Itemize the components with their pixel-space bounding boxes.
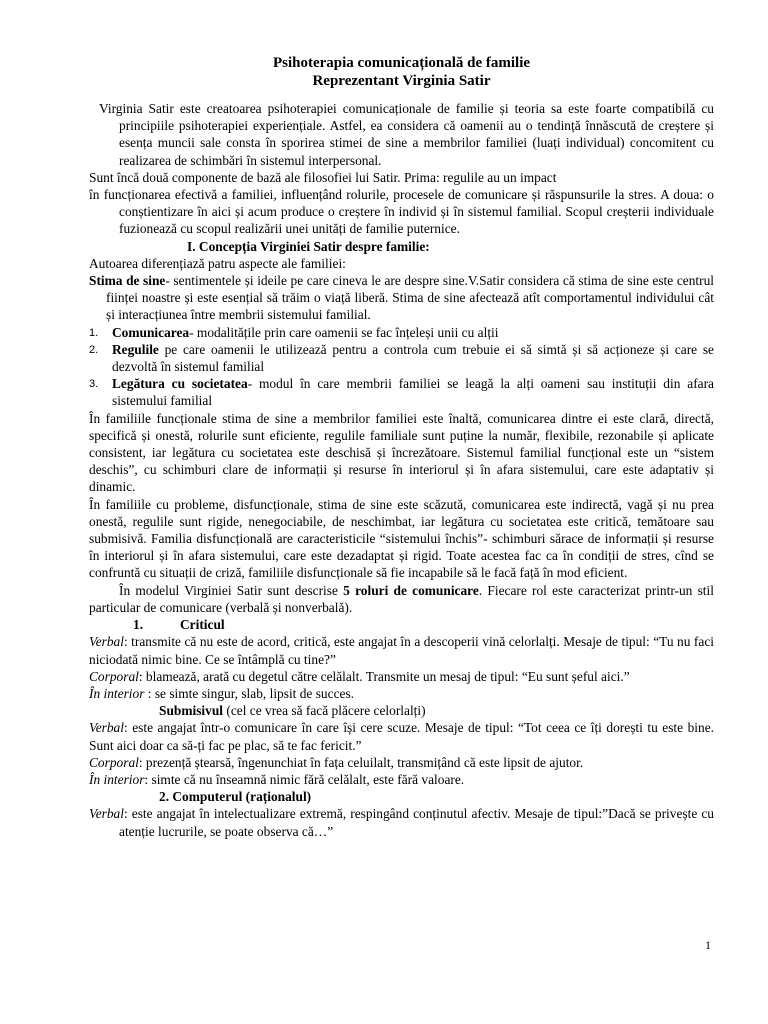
verbal-text: : este angajat într-o comunicare în care își cere scuze. Mesaje de tipul: “Tot ceea ce îți dorești tu este bine. Sunt aici doar ca să-ți fac pe plac, să te fac fericit.”	[89, 720, 714, 753]
submissive-corporal	[89, 754, 714, 771]
corporal-text: : blamează, arată cu degetul către celălalt. Transmite un mesaj de tipul: “Eu sunt șeful aici.”	[138, 668, 630, 684]
verbal-text: : transmite că nu este de acord, critică, este angajat în a descoperii vină celorlalți. Mesaje de tipul: “Tu nu faci niciodată nimic bine. Ce se întâmplă cu tine?”	[89, 634, 714, 667]
verbal-text: : este angajat în intelectualizare extremă, respingând conținutul afectiv. Mesaje de tipul:”Dacă se privește cu atenție lucrurile, se poate observa că…”	[119, 806, 714, 839]
corporal-text: : prezență ștearsă, îngenunchiat în fața celuilalt, transmițând că este lipsit de ajutor.	[138, 754, 584, 770]
document-title: Psihoterapia comunicațională de familie	[272, 55, 531, 71]
role-number: 1.	[133, 617, 144, 633]
interior-text: : se simte singur, slab, lipsit de succes.	[144, 685, 355, 701]
components-paragraph: în funcționarea efectivă a familiei, influențând rolurile, procesele de comunicare și răspunsurile la stres. A doua: o conștientizare în aici și acum produce o creștere în individ și în sistemul familial. Scopul creșterii individuale fuzionează cu scopul realizării unei unități de familie puternice.	[89, 187, 714, 237]
functional-paragraph: În familiile funcționale stima de sine a membrilor familiei este înaltă, comunicarea dintre ei este clară, directă, specifică și onestă, rolurile sunt eficiente, regulile familiale sunt puține la număr, flexibile, rezonabile și aplicate consistent, iar legătura cu societatea este deschisă și încrezătoare. Sistemul familial funcțional este un “sistem deschis”, cu schimburi clare de informații și resurse în interiorul și în afara sistemului, care este adaptativ și dinamic.	[89, 410, 714, 495]
corporal-label: Corporal	[89, 668, 139, 684]
list-term: Legătura cu societatea	[112, 376, 248, 392]
intro-paragraph: Virginia Satir este creatoarea psihoterapiei comunicaționale de familie și teoria sa este foarte compatibilă cu principiile psihoterapiei experiențiale. Astfel, ea considera că oamenii au o tendință înnăscută de creștere și esența muncii sale consta în sporirea stimei de sine a membrilor familiei (luați individual) concomitent cu realizarea de schimbări în sistemul interpersonal.	[99, 101, 714, 168]
stima-term: Stima de sine	[89, 273, 166, 289]
model-text-pre: În modelul Virginiei Satir sunt descrise	[119, 582, 344, 598]
corporal-label: Corporal	[89, 754, 139, 770]
page-number: 1	[705, 938, 711, 952]
dysfunctional-paragraph: În familiile cu probleme, disfuncționale, stima de sine este scăzută, comunicarea este indirectă, vagă și nu prea onestă, regulile sunt rigide, nenegociabile, de neschimbat, iar legătura cu societatea este critică, temătoare sau submisivă. Familia disfuncțională are caracteristicile “sistemului închis”- schimburi sărace de informații și resurse în interiorul și în afara sistemului, care este dezadaptat și rigid. Toate acestea fac ca în condiții de stres, cînd se confruntă cu situații de criză, familiile disfuncționale să fie incapabile să le facă față în mod eficient.	[89, 496, 714, 581]
list-text: pe care oamenii le utilizează pentru a controla cum trebuie ei să simtă și să acționeze și care se dezvoltă în sistemul familial	[112, 341, 714, 375]
document-subtitle: Reprezentant Virginia Satir	[312, 73, 491, 89]
list-text: - modul în care membrii familiei se leagă la alți oameni sau instituții din afara sistemului familial	[112, 376, 714, 409]
section-heading: I. Concepția Virginiei Satir despre familie:	[187, 238, 430, 254]
critic-verbal	[89, 633, 714, 667]
critic-interior	[89, 685, 714, 702]
stima-text: - sentimentele și ideile pe care cineva le are despre sine.V.Satir considera că stima de sine este centrul ființei noastre și este esențial să trăim o viață liberă. Stima de sine afectează atît comportamentul individului cât și interacțiunea între membrii sistemului familial.	[106, 273, 714, 323]
interior-label: În interior	[89, 771, 145, 787]
verbal-label: Verbal	[89, 634, 124, 650]
verbal-label: Verbal	[89, 720, 124, 736]
list-item	[89, 324, 714, 341]
role-heading-submissive	[89, 702, 714, 719]
stima-paragraph	[89, 272, 714, 324]
list-item	[89, 341, 714, 375]
verbal-label: Verbal	[89, 806, 124, 822]
model-text-post: . Fiecare rol este caracterizat printr-un stil particular de comunicare (verbală și nonverbală).	[89, 582, 714, 615]
components-line: Sunt încă două componente de bază ale filosofiei lui Satir. Prima: regulile au un impact	[89, 169, 557, 185]
model-roles-count: 5 roluri de comunicare	[343, 582, 479, 598]
interior-text: : simte că nu înseamnă nimic fără celălalt, este fără valoare.	[144, 771, 465, 787]
role-name: Criticul	[180, 617, 225, 633]
submissive-interior	[89, 771, 714, 788]
list-item	[89, 375, 714, 409]
model-paragraph	[89, 582, 714, 616]
computer-verbal	[89, 805, 714, 839]
role-heading-computer: 2. Computerul (raționalul)	[159, 789, 312, 805]
list-number: 2.	[89, 343, 99, 356]
document-page	[89, 54, 714, 840]
role-heading-critic	[89, 616, 714, 633]
interior-label: În interior	[89, 685, 145, 701]
role-description: (cel ce vrea să facă plăcere celorlalți)	[223, 703, 426, 719]
list-number: 3.	[89, 378, 99, 391]
submissive-verbal	[89, 719, 714, 753]
list-term: Regulile	[112, 341, 159, 357]
aspects-intro: Autoarea diferențiază patru aspecte ale familiei:	[89, 255, 346, 271]
list-number: 1.	[89, 326, 99, 339]
role-name: Submisivul	[159, 703, 224, 719]
critic-corporal	[89, 668, 714, 685]
list-text: - modalitățile prin care oamenii se fac înțeleși unii cu alții	[189, 324, 499, 340]
list-term: Comunicarea	[112, 324, 190, 340]
